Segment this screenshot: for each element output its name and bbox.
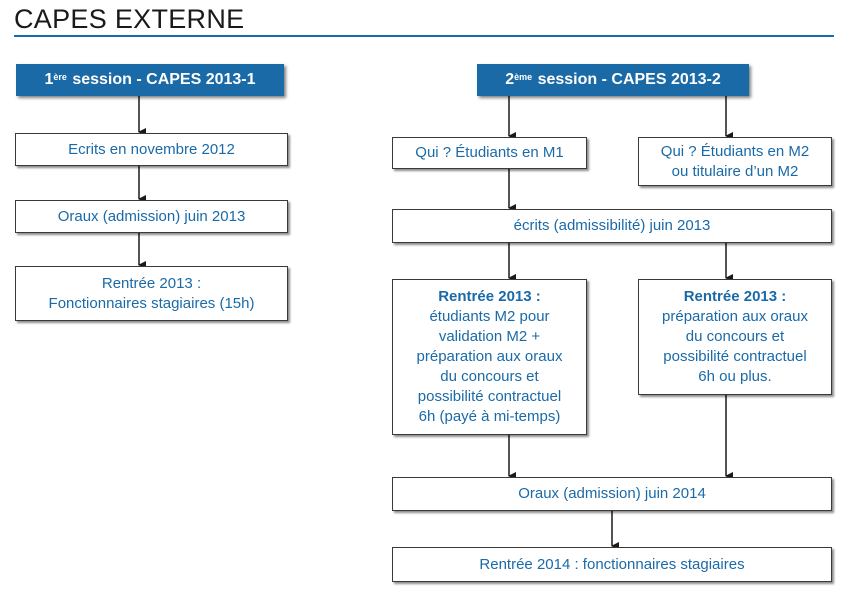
s2-rentree-left-line: 6h (payé à mi-temps) — [418, 408, 561, 425]
s2-rentree-right-line: 6h ou plus. — [698, 368, 772, 385]
s2-oraux-2014-label: Oraux (admission) juin 2014 — [518, 485, 706, 502]
s2-qui-m2-line1: Qui ? Étudiants en M2 — [660, 142, 810, 160]
session2-header-text: session - CAPES 2013-2 — [533, 71, 721, 88]
s2-rentree-2014-box — [392, 547, 832, 582]
session1-header-num: 1 — [44, 71, 54, 88]
s1-ecrits-label: Ecrits en novembre 2012 — [68, 140, 235, 158]
s2-rentree-right-line: possibilité contractuel — [663, 348, 807, 365]
s1-rentree-box — [15, 266, 288, 321]
s2-rentree-2014-label: Rentrée 2014 : fonctionnaires stagiaires — [479, 555, 745, 573]
s2-ecrits-box — [392, 209, 832, 243]
session2-header-sup: ème — [514, 72, 533, 82]
s2-rentree-right-line: préparation aux oraux — [662, 308, 808, 325]
session1-header-sup: ère — [53, 72, 67, 82]
s2-rentree-left-line: du concours et — [440, 368, 539, 385]
s2-qui-m2-line2: ou titulaire d’un M2 — [671, 162, 799, 180]
session1-header-text: session - CAPES 2013-1 — [67, 71, 256, 88]
s2-rentree-left-line: étudiants M2 pour — [429, 308, 550, 325]
s2-rentree-right-box — [638, 279, 832, 395]
s2-rentree-left-line: possibilité contractuel — [417, 388, 562, 405]
session1-header — [16, 64, 284, 96]
s2-rentree-left-heading: Rentrée 2013 : — [438, 288, 541, 305]
s2-qui-m1-box — [392, 137, 587, 169]
session2-header — [477, 64, 749, 96]
s1-oraux-label: Oraux (admission) juin 2013 — [57, 207, 246, 225]
s2-rentree-right-line: du concours et — [685, 328, 785, 345]
s1-rentree-line2: Fonctionnaires stagiaires (15h) — [48, 294, 255, 312]
s2-qui-m2-box — [638, 137, 832, 186]
s2-rentree-right-heading: Rentrée 2013 : — [683, 288, 787, 305]
s2-rentree-left-line: validation M2 + — [438, 328, 541, 345]
s2-qui-m1-label: Qui ? Étudiants en M1 — [415, 144, 564, 161]
s2-rentree-left-line: préparation aux oraux — [416, 348, 563, 365]
s1-oraux-box — [15, 200, 288, 233]
s2-oraux-2014-box — [392, 477, 832, 511]
s1-rentree-line1: Rentrée 2013 : — [101, 274, 202, 292]
page-title: CAPES EXTERNE — [14, 4, 245, 34]
s1-ecrits-box — [15, 133, 288, 166]
session2-header-num: 2 — [505, 71, 515, 88]
s2-rentree-left-box — [392, 279, 587, 435]
s2-ecrits-label: écrits (admissibilité) juin 2013 — [513, 217, 711, 234]
